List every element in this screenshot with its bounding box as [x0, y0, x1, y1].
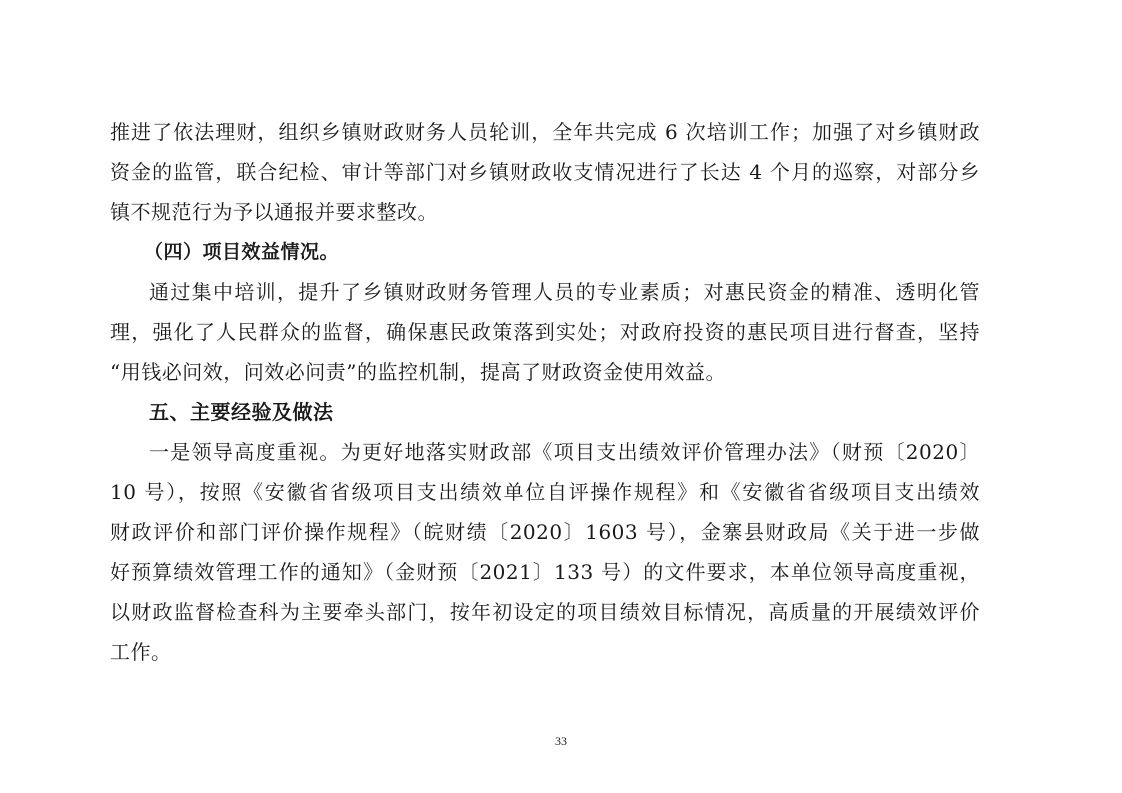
paragraph-3-line-1: 一是领导高度重视。为更好地落实财政部《项目支出绩效评价管理办法》（财预〔2020〕 [149, 440, 980, 464]
paragraph-3-line-6: 工作。 [110, 640, 172, 664]
paragraph-3-line-4: 好预算绩效管理工作的通知》（金财预〔2021〕133 号）的文件要求，本单位领导高度重视， [110, 560, 980, 584]
section-4-heading: （四）项目效益情况。 [144, 241, 340, 263]
paragraph-1-line-3: 镇不规范行为予以通报并要求整改。 [110, 200, 438, 224]
paragraph-3-line-2: 10 号），按照《安徽省省级项目支出绩效单位自评操作规程》和《安徽省省级项目支出绩效 [110, 480, 980, 504]
paragraph-2-line-1: 通过集中培训，提升了乡镇财政财务管理人员的专业素质；对惠民资金的精准、透明化管 [149, 280, 980, 304]
paragraph-3-line-5: 以财政监督检查科为主要牵头部门，按年初设定的项目绩效目标情况，高质量的开展绩效评价 [110, 600, 980, 624]
paragraph-2-line-3: “用钱必问效，问效必问责”的监控机制，提高了财政资金使用效益。 [110, 360, 726, 384]
paragraph-1-line-1: 推进了依法理财，组织乡镇财政财务人员轮训，全年共完成 6 次培训工作；加强了对乡镇财政 [110, 120, 980, 144]
section-5-heading: 五、主要经验及做法 [149, 400, 334, 424]
paragraph-2-line-2: 理，强化了人民群众的监督，确保惠民政策落到实处；对政府投资的惠民项目进行督查，坚持 [110, 320, 980, 344]
paragraph-1-line-2: 资金的监管，联合纪检、审计等部门对乡镇财政收支情况进行了长达 4 个月的巡察，对部分乡 [110, 160, 980, 184]
paragraph-3-line-3: 财政评价和部门评价操作规程》（皖财绩〔2020〕1603 号），金寨县财政局《关于进一步做 [110, 520, 980, 544]
page-number: 33 [555, 734, 567, 748]
